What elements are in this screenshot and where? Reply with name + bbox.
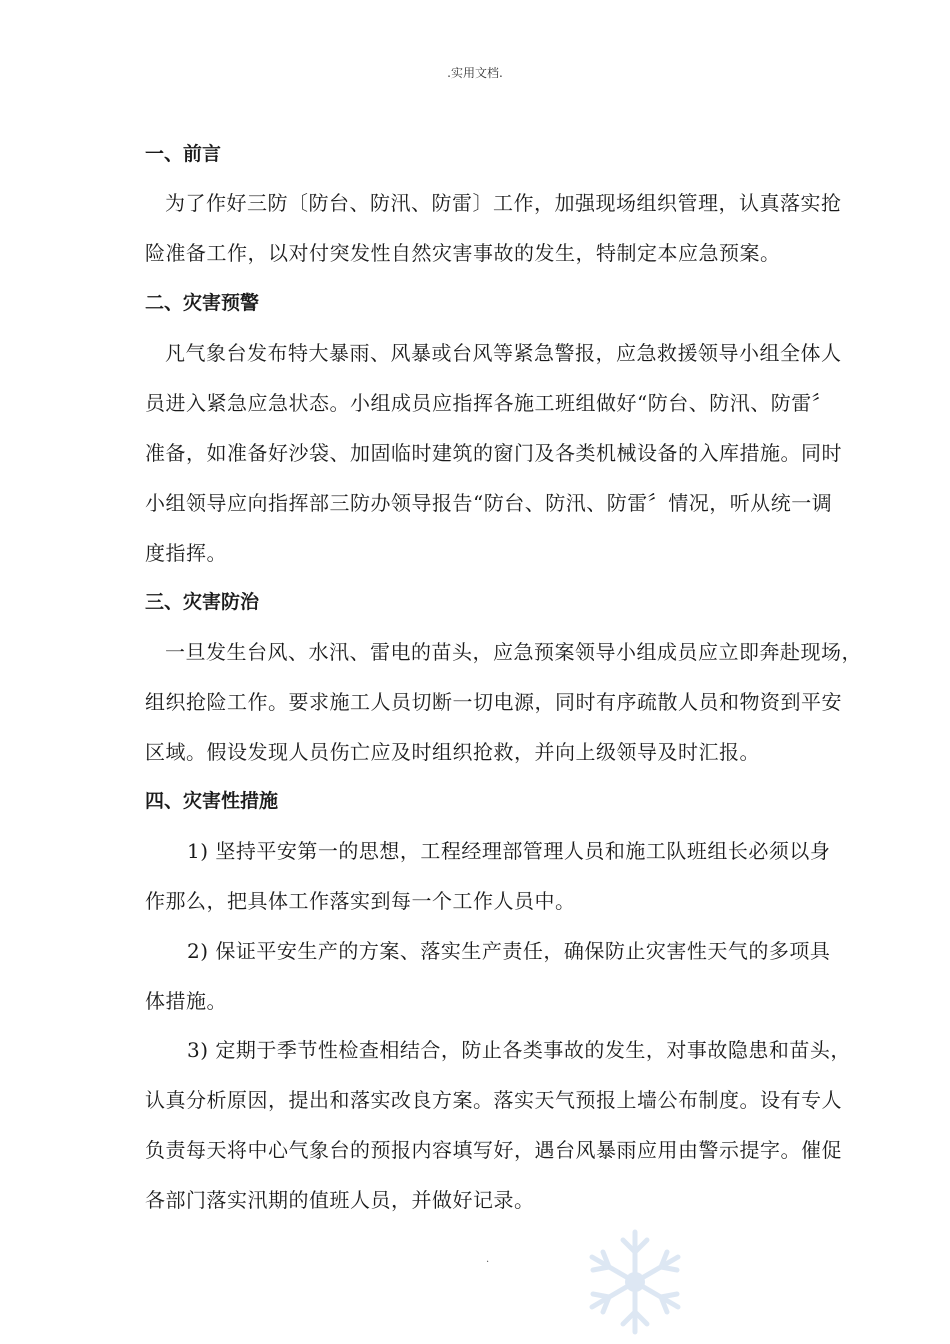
paragraph-line: 准备，如准备好沙袋、加固临时建筑的窗门及各类机械设备的入库措施。同时	[145, 441, 842, 465]
page-header: .实用文档.	[447, 66, 503, 80]
page-footer: .	[486, 1254, 490, 1265]
paragraph-line: 区域。假设发现人员伤亡应及时组织抢救，并向上级领导及时汇报。	[145, 740, 760, 764]
paragraph-line: 员进入紧急应急状态。小组成员应指挥各施工班组做好“防台、防汛、防雷〞	[145, 391, 833, 415]
paragraph-line: 认真分析原因，提出和落实改良方案。落实天气预报上墙公布制度。设有专人	[145, 1088, 842, 1112]
section-heading-4: 四、灾害性措施	[145, 790, 279, 812]
paragraph-line: 险准备工作，以对付突发性自然灾害事故的发生，特制定本应急预案。	[145, 241, 781, 265]
paragraph-line: 组织抢险工作。要求施工人员切断一切电源，同时有序疏散人员和物资到平安	[145, 690, 842, 714]
section-heading-2: 二、灾害预警	[145, 292, 260, 314]
section-heading-3: 三、灾害防治	[145, 591, 260, 613]
paragraph-line: 2) 保证平安生产的方案、落实生产责任，确保防止灾害性天气的多项具	[187, 939, 831, 963]
paragraph-line: 一旦发生台风、水汛、雷电的苗头，应急预案领导小组成员应立即奔赴现场，	[165, 640, 862, 664]
paragraph-line: 各部门落实汛期的值班人员，并做好记录。	[145, 1188, 535, 1212]
snowflake-watermark-icon	[575, 1222, 695, 1342]
paragraph-line: 1) 坚持平安第一的思想，工程经理部管理人员和施工队班组长必须以身	[187, 839, 831, 863]
paragraph-line: 度指挥。	[145, 541, 227, 565]
paragraph-line: 3) 定期于季节性检查相结合，防止各类事故的发生，对事故隐患和苗头，	[187, 1038, 851, 1062]
paragraph-line: 体措施。	[145, 989, 227, 1013]
paragraph-line: 小组领导应向指挥部三防办领导报告“防台、防汛、防雷〞情况，听从统一调	[145, 491, 833, 515]
paragraph-line: 凡气象台发布特大暴雨、风暴或台风等紧急警报，应急救援领导小组全体人	[165, 341, 842, 365]
paragraph-line: 为了作好三防〔防台、防汛、防雷〕工作，加强现场组织管理，认真落实抢	[165, 191, 842, 215]
section-heading-1: 一、前言	[145, 143, 222, 165]
paragraph-line: 作那么，把具体工作落实到每一个工作人员中。	[145, 889, 576, 913]
paragraph-line: 负责每天将中心气象台的预报内容填写好，遇台风暴雨应用由警示提字。催促	[145, 1138, 842, 1162]
